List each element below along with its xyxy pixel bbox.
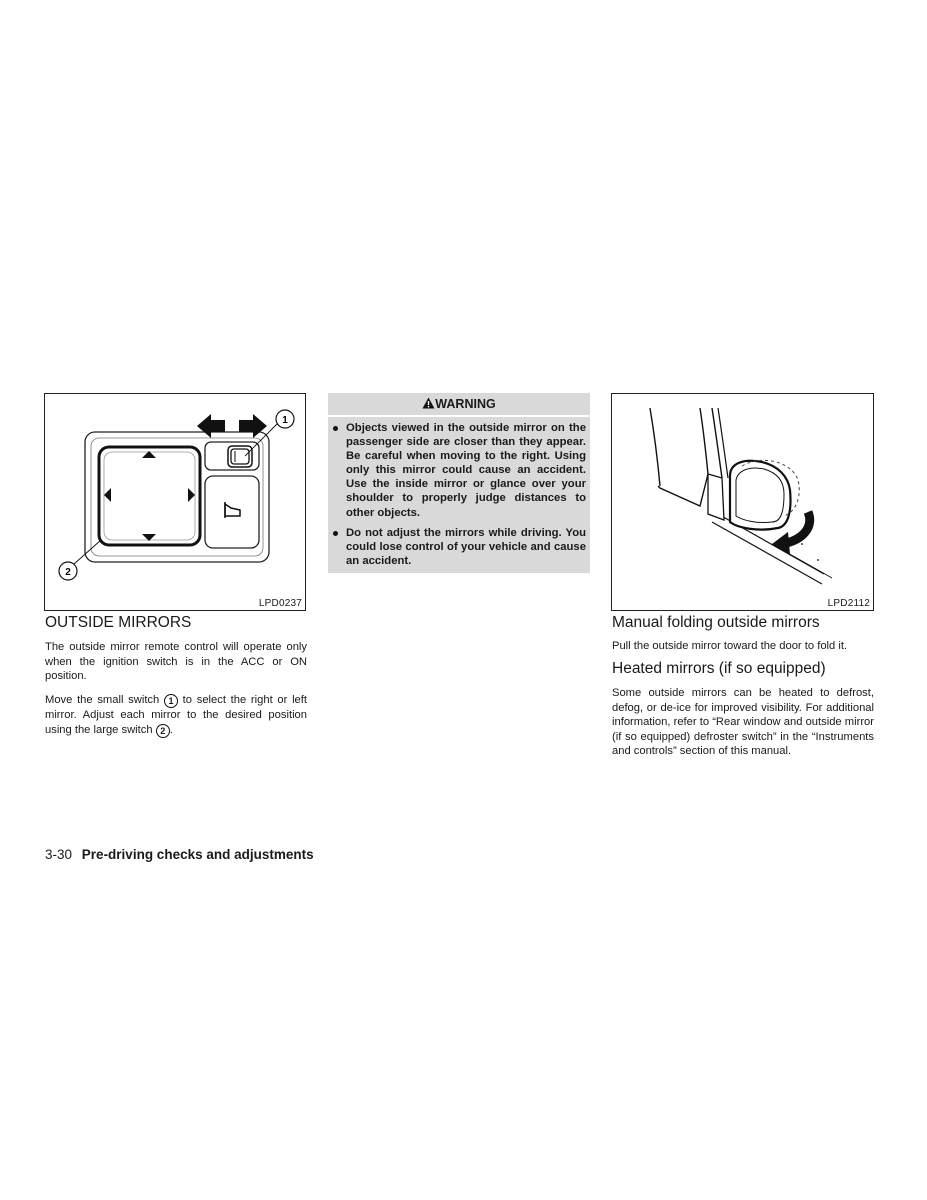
text: .	[169, 723, 173, 736]
text: Move the small switch	[45, 694, 164, 706]
callout-ref-2: 2	[156, 724, 170, 738]
section-title: Pre-driving checks and adjustments	[81, 847, 314, 862]
arrow-left-icon	[104, 488, 111, 502]
switch-paragraph	[45, 693, 307, 738]
warning-list	[328, 417, 590, 568]
callout-ref-1: 1	[164, 694, 178, 708]
heated-paragraph: Some outside mirrors can be heated to defrost, defog, or de-ice for improved visibility. For additional information, refer to “Rear window and outside mirror (if so equipped) defroster switch” in the “Instruments and controls” section of this manual.	[612, 687, 874, 758]
warning-title: WARNING	[435, 397, 496, 411]
callout-1: 1	[282, 415, 288, 426]
figure-code: LPD0237	[258, 598, 302, 609]
mirror-fold-icon	[225, 502, 240, 518]
folding-mirror-illustration	[612, 394, 873, 610]
figure-code: LPD2112	[827, 598, 870, 609]
warning-header	[328, 393, 590, 417]
warning-box	[328, 393, 590, 573]
folding-mirror-figure	[611, 393, 874, 611]
page-footer	[45, 847, 314, 862]
fold-paragraph: Pull the outside mirror toward the door to fold it.	[612, 640, 848, 652]
left-right-arrows-icon	[197, 414, 267, 438]
arrow-right-icon	[188, 488, 195, 502]
section-heading: OUTSIDE MIRRORS	[45, 614, 192, 631]
callout-2: 2	[65, 567, 71, 578]
warning-triangle-icon	[422, 397, 435, 409]
warning-item: Objects viewed in the outside mirror on the passenger side are closer than they appear. Be careful when moving to the right. Using only this mirror could cause an accident. Use the inside mirror or glance over your shoulder to properly judge distances to other objects.	[346, 422, 586, 519]
section-heading: Manual folding outside mirrors	[612, 614, 820, 631]
text: to select the right or left mirror. Adjust each mirror to the desired position using the large switch	[45, 694, 307, 736]
mirror-switch-illustration	[45, 394, 305, 610]
warning-item: Do not adjust the mirrors while driving. You could lose control of your vehicle and cause an accident.	[346, 526, 586, 567]
section-heading: Heated mirrors (if so equipped)	[612, 660, 826, 677]
intro-paragraph: The outside mirror remote control will operate only when the ignition switch is in the ACC or ON position.	[45, 641, 307, 683]
mirror-switch-figure	[44, 393, 306, 611]
page-number: 3-30	[45, 847, 73, 862]
